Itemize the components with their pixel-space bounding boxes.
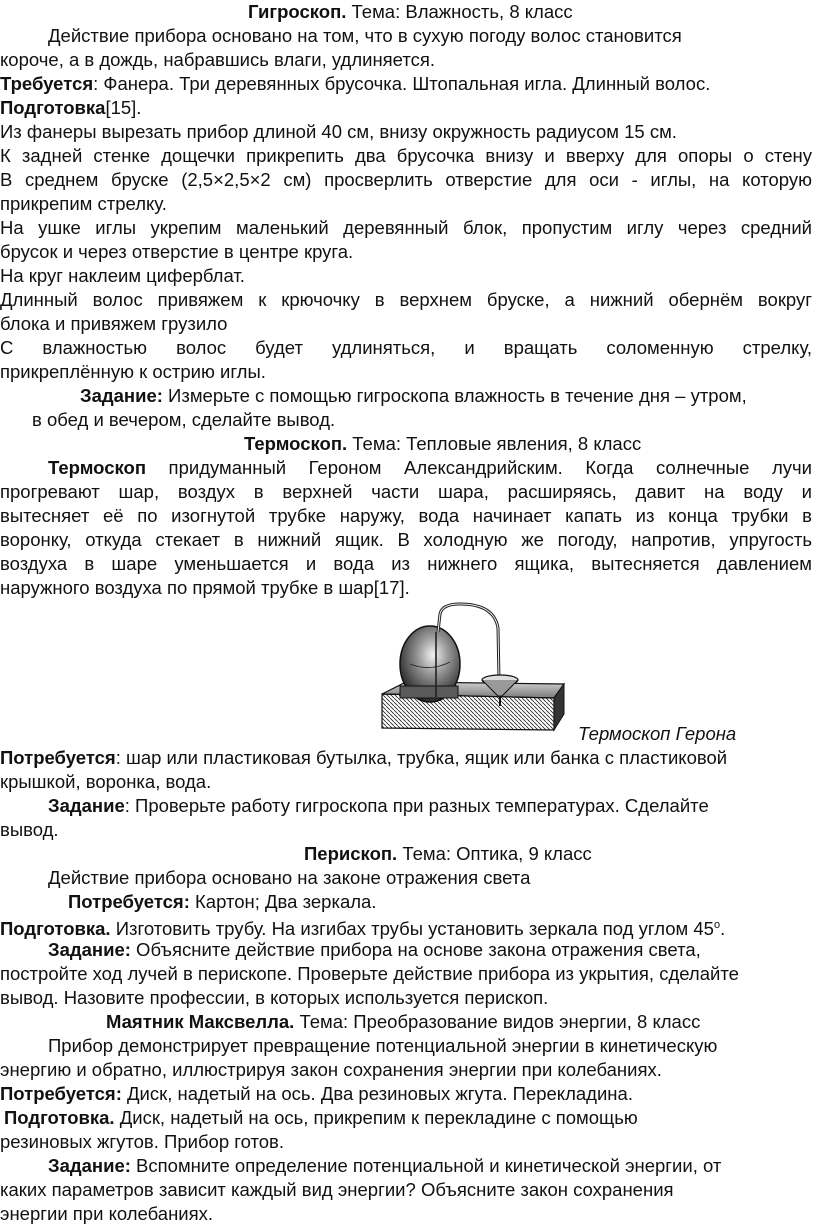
thermoscope-heading: Термоскоп. Тема: Тепловые явления, 8 класс bbox=[244, 433, 642, 454]
periscope-task: постройте ход лучей в перископе. Проверьте действие прибора из укрытия, сделайте bbox=[0, 963, 739, 984]
maxwell-preparation: Подготовка. Диск, надетый на ось, прикрепим к перекладине с помощью bbox=[4, 1107, 638, 1128]
maxwell-task: Задание: Вспомните определение потенциальной и кинетической энергии, от bbox=[48, 1155, 722, 1176]
hygroscope-step: На ушке иглы укрепим маленький деревянный блок, пропустим иглу через средний bbox=[0, 217, 812, 238]
thermoscope-paragraph: воздуха в шаре уменьшается и вода из нижнего ящика, вытесняется давлением bbox=[0, 553, 812, 574]
periscope-description: Действие прибора основано на законе отражения света bbox=[48, 867, 531, 888]
maxwell-description: Прибор демонстрирует превращение потенциальной энергии в кинетическую bbox=[48, 1035, 718, 1056]
periscope-requirements: Потребуется: Картон; Два зеркала. bbox=[68, 891, 377, 912]
hygroscope-heading: Гигроскоп. Тема: Влажность, 8 класс bbox=[248, 1, 573, 22]
periscope-heading: Перископ. Тема: Оптика, 9 класс bbox=[304, 843, 592, 864]
maxwell-preparation: резиновых жгутов. Прибор готов. bbox=[0, 1131, 285, 1152]
hygroscope-step: прикреплённую к острию иглы. bbox=[0, 361, 266, 382]
hygroscope-step: блока и привяжем грузило bbox=[0, 313, 228, 334]
hygroscope-step: К задней стенке дощечки прикрепить два брусочка внизу и вверху для опоры о стену bbox=[0, 145, 812, 166]
hygroscope-requirements: Требуется: Фанера. Три деревянных брусочка. Штопальная игла. Длинный волос. bbox=[0, 73, 711, 94]
periscope-preparation: Подготовка. Изготовить трубу. На изгибах трубы установить зеркала под углом $45^о$. bbox=[0, 918, 726, 940]
hygroscope-step: прикрепим стрелку. bbox=[0, 193, 167, 214]
hygroscope-description-line: Действие прибора основано на том, что в сухую погоду волос становится bbox=[48, 25, 682, 46]
hygroscope-preparation-heading: Подготовка[15]. bbox=[0, 97, 142, 118]
maxwell-heading: Маятник Максвелла. Тема: Преобразование видов энергии, 8 класс bbox=[106, 1011, 701, 1032]
thermoscope-paragraph: воронку, откуда стекает в нижний ящик. В холодную же погоду, напротив, упругость bbox=[0, 529, 812, 550]
hygroscope-task: в обед и вечером, сделайте вывод. bbox=[32, 409, 336, 430]
hygroscope-step: Длинный волос привяжем к крючочку в верхнем бруске, а нижний обернём вокруг bbox=[0, 289, 812, 310]
hygroscope-step: С влажностью волос будет удлиняться, и вращать соломенную стрелку, bbox=[0, 337, 812, 358]
hygroscope-step: брусок и через отверстие в центре круга. bbox=[0, 241, 354, 262]
figure-caption: Термоскоп Герона bbox=[578, 723, 737, 744]
hygroscope-task: Задание: Измерьте с помощью гигроскопа влажность в течение дня – утром, bbox=[80, 385, 747, 406]
maxwell-requirements: Потребуется: Диск, надетый на ось. Два резиновых жгута. Перекладина. bbox=[0, 1083, 633, 1104]
maxwell-task: каких параметров зависит каждый вид энергии? Объясните закон сохранения bbox=[0, 1179, 674, 1200]
maxwell-description: энергию и обратно, иллюстрируя закон сохранения энергии при колебаниях. bbox=[0, 1059, 662, 1080]
thermoscope-paragraph: Термоскоп придуманный Героном Александрийским. Когда солнечные лучи bbox=[48, 457, 812, 478]
thermoscope-task: Задание: Проверьте работу гигроскопа при разных температурах. Сделайте bbox=[48, 795, 709, 816]
thermoscope-requirements: Потребуется: шар или пластиковая бутылка, трубка, ящик или банка с пластиковой bbox=[0, 747, 728, 768]
hygroscope-description-line: короче, а в дождь, набравшись влаги, удлиняется. bbox=[0, 49, 436, 70]
hygroscope-step: На круг наклеим циферблат. bbox=[0, 265, 245, 286]
thermoscope-paragraph: вытесняет её по изогнутой трубке наружу, вода начинает капать из конца трубки в bbox=[0, 505, 812, 526]
thermoscope-paragraph: прогревают шар, воздух в верхней части шара, расширяясь, давит на воду и bbox=[0, 481, 812, 502]
thermoscope-requirements: крышкой, воронка, вода. bbox=[0, 771, 212, 792]
maxwell-task: энергии при колебаниях. bbox=[0, 1203, 214, 1224]
glass-sphere bbox=[400, 626, 460, 702]
hygroscope-step: В среднем бруске (2,5×2,5×2 см) просверлить отверстие для оси - иглы, на которую bbox=[0, 169, 812, 190]
thermoscope-task: вывод. bbox=[0, 819, 59, 840]
thermoscope-illustration bbox=[378, 602, 568, 732]
periscope-task: вывод. Назовите профессии, в которых используется перископ. bbox=[0, 987, 549, 1008]
thermoscope-paragraph: наружного воздуха по прямой трубке в шар[17]. bbox=[0, 577, 410, 598]
hygroscope-step: Из фанеры вырезать прибор длиной 40 см, внизу окружность радиусом 15 см. bbox=[0, 121, 677, 142]
periscope-task: Задание: Объясните действие прибора на основе закона отражения света, bbox=[48, 939, 701, 960]
